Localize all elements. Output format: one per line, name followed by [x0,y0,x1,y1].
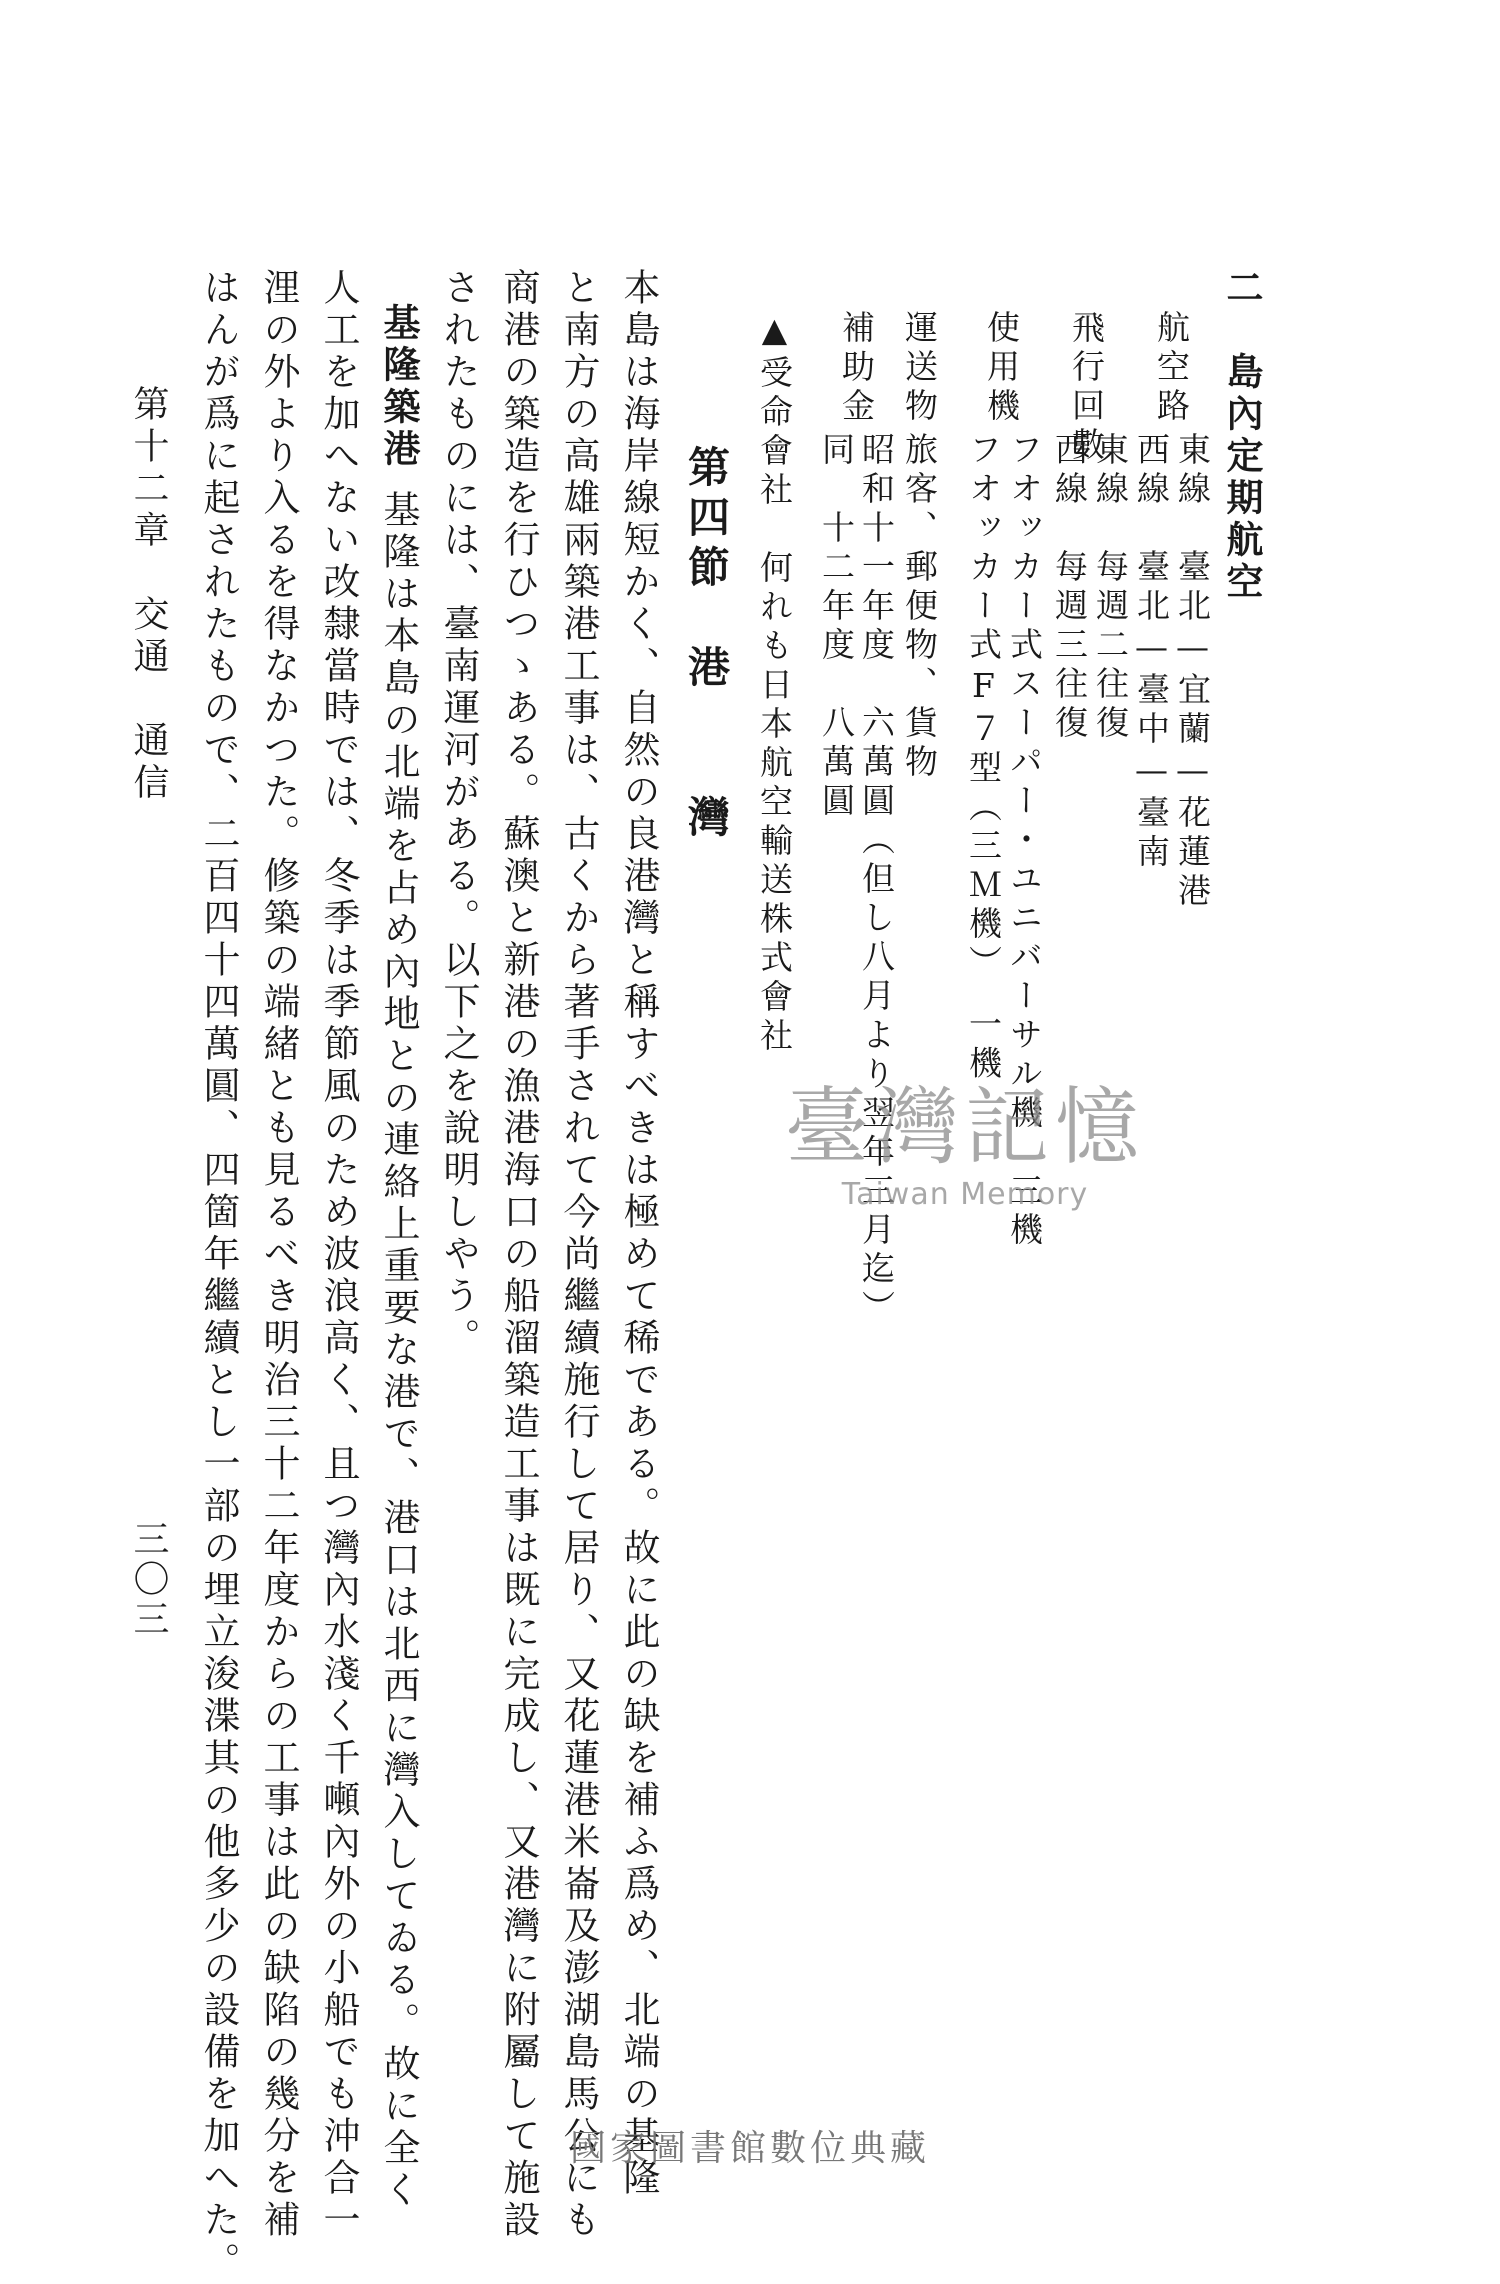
watermark-subtitle: Taiwan Memory [841,1177,1089,1212]
taiwan-memory-watermark [730,1078,1200,1255]
subheading-keelung-harbor: 基隆築港 [377,303,421,471]
page-number: 三〇三 [128,1520,169,1640]
library-footer: 國家圖書館數位典藏 [569,2128,930,2169]
label-subsidy: 補助金 [837,310,876,427]
watermark-title: 臺灣記憶 [784,1078,1145,1176]
paragraph-line: されたものには、臺南運河がある。以下之を說明しやう。 [437,268,480,1360]
subsidy-item-1: 昭和十一年度 六萬圓（但し八月より翌年三月迄） [857,432,896,1329]
paragraph-line: 浬の外より入るを得なかつた。修築の端緒とも見るべき明治三十二年度からの工事は此の缺陷の幾分を補 [257,268,300,2242]
subsidy-item-2: 同 十二年度 八萬圓 [817,432,856,822]
freq-east: 東線 每週二往復 [1091,432,1130,744]
section-title-harbors: 第四節 港 灣 [682,445,731,845]
paragraph-line: 基隆は本島の北端を占め內地との連絡上重要な港で、港口は北西に灣入してゐる。故に全く [377,490,420,2212]
label-flight-frequency: 飛行回數 [1067,310,1106,466]
label-air-routes: 航空路 [1152,310,1191,427]
running-head: 第十二章 交通 通信 [128,385,169,805]
section-heading-domestic-air: 二 島內定期航空 [1220,268,1264,604]
label-aircraft: 使用機 [982,310,1021,427]
route-east: 東線 臺北—宜蘭—花蓮港 [1173,432,1212,912]
paragraph-line: と南方の高雄兩築港工事は、古くから著手されて今尚繼續施行して居り、又花蓮港米崙及澎湖島馬公にも [557,268,600,2242]
paragraph-line: 本島は海岸線短かく、自然の良港灣と稱すべきは極めて稀である。故に此の缺を補ふ爲め、北端の基隆 [617,268,660,2200]
aircraft-item-2: フオッカー式F７型（三Ｍ機） 一機 [964,432,1003,1085]
paragraph-line: 商港の築造を行ひつゝある。蘇澳と新港の漁港海口の船溜築造工事は既に完成し、又港灣に附屬して施設 [497,268,540,2242]
cargo-value: 旅客、郵便物、貨物 [900,432,939,783]
freq-west: 西線 每週三往復 [1050,432,1089,744]
paragraph-line: はんが爲に起されたもので、二百四十四萬圓、四箇年繼續とし一部の埋立浚渫其の他多少の設備を加へた。 [197,268,240,2284]
aircraft-item-1: フオッカー式スーパー・ユニバーサル機 三機 [1005,432,1044,1251]
paragraph-line: 人工を加へない改隸當時では、冬季は季節風のため波浪高く、且つ灣內水淺く千噸內外の小船でも沖合一 [317,268,360,2242]
label-cargo: 運送物 [900,310,939,427]
contracted-company: ▲受命會社 何れも日本航空輸送株式會社 [755,310,794,1057]
route-west: 西線 臺北—臺中—臺南 [1132,432,1171,873]
